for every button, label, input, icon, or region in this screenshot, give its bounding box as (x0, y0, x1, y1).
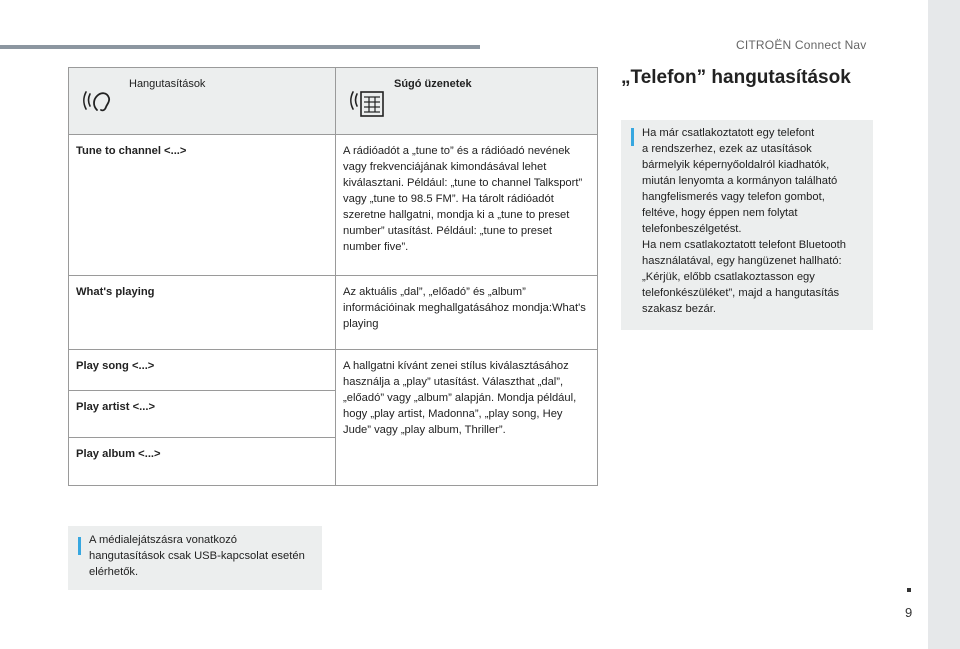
page-number: 9 (905, 605, 913, 620)
note-line: miután lenyomta a kormányon található (642, 175, 838, 187)
table-row (69, 350, 598, 391)
command-play-artist: Play artist <...> (76, 401, 155, 413)
brand-header: CITROËN Connect Nav (736, 38, 867, 52)
note-line: szakasz bezár. (642, 303, 716, 315)
description-whats-playing: Az aktuális „dal”, „előadó” és „album” információinak meghallgatásához mondja:What's playing (343, 286, 586, 330)
note-accent-bar (631, 128, 634, 146)
header-rule (0, 45, 480, 49)
command-play-album: Play album <...> (76, 448, 161, 460)
command-play-song: Play song <...> (76, 360, 155, 372)
description-tune-to-channel: A rádióadót a „tune to” és a rádióadó nevének vagy frekvenciájának kimondásával lehet kiválasztani. Például: „tune to channel Talksport” vagy „tune to 98.5 FM”. Ha tárolt rádióadót szeretne hallgatni, mondja ki a „tune to preset number” utasítást. Például: „tune to preset number five”. (343, 145, 583, 253)
note-line: használatával, egy hangüzenet hallható: (642, 255, 842, 267)
table-row (69, 276, 598, 350)
voice-command-icon (83, 80, 123, 120)
table-header-row (69, 68, 598, 135)
phone-info-note-text (642, 125, 867, 317)
note-line: a rendszerhez, ezek az utasítások (642, 143, 812, 155)
note-accent-bar (78, 537, 81, 555)
note-line: telefonkészüléket”, majd a hangutasítás (642, 287, 840, 299)
help-column-header: Súgó üzenetek (394, 78, 472, 90)
command-whats-playing: What's playing (76, 286, 155, 298)
continuation-marker (907, 588, 911, 592)
note-line: hangfelismerés vagy telefon gombot, (642, 191, 825, 203)
note-line: bármelyik képernyőoldalról kiadhatók, (642, 159, 830, 171)
note-line: feltéve, hogy éppen nem folytat (642, 207, 798, 219)
command-tune-to-channel: Tune to channel <...> (76, 145, 187, 157)
note-line: „Kérjük, előbb csatlakoztasson egy (642, 271, 815, 283)
page-edge-strip (928, 0, 960, 649)
note-line: Ha nem csatlakoztatott telefont Bluetooth (642, 239, 846, 251)
table-header-commands (69, 68, 336, 135)
phone-section-title: „Telefon” hangutasítások (621, 67, 851, 88)
table-header-help (336, 68, 598, 135)
description-play-media: A hallgatni kívánt zenei stílus kiválasztásához használja a „play” utasítást. Választhat „dal”, „előadó” vagy „album” alapján. Mondja például, hogy „play artist, Madonna”, „play song, Hey Jude” vagy „play album, Thriller”. (343, 360, 577, 436)
commands-column-header: Hangutasítások (129, 78, 206, 90)
note-line: Ha már csatlakoztatott egy telefont (642, 127, 815, 139)
table-row (69, 135, 598, 276)
media-usb-note (68, 526, 322, 590)
media-usb-note-text: A médialejátszásra vonatkozó hangutasítások csak USB-kapcsolat esetén elérhetők. (89, 534, 305, 578)
note-line: telefonbeszélgetést. (642, 223, 742, 235)
voice-help-keypad-icon (350, 80, 390, 120)
phone-info-note (621, 120, 873, 330)
voice-command-table (68, 67, 598, 486)
